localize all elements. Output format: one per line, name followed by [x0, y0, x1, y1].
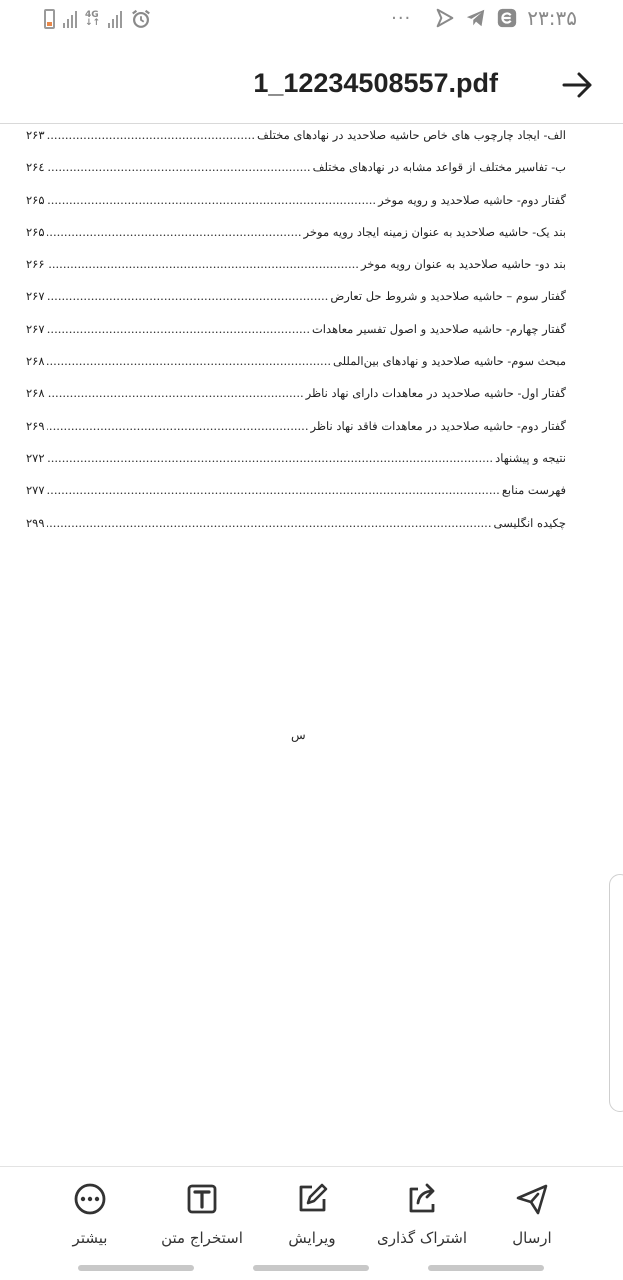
toc-entry — [26, 354, 566, 386]
toc-entry-page: ۲۶۸ — [26, 354, 45, 369]
signal-icon — [63, 10, 77, 28]
toc-entry-title: بند یک- حاشیه صلاحدید به عنوان زمینه ایجاد رویه موخر — [303, 224, 566, 239]
toc-entry — [26, 128, 566, 160]
extract-text-label: استخراج متن — [161, 1229, 243, 1247]
toc-leader-dots — [47, 419, 309, 433]
clock: ۲۳:۳۵ — [527, 6, 577, 30]
toc-entry — [26, 193, 566, 225]
extract-text-button[interactable] — [142, 1181, 262, 1247]
toc-entry-page: ۲۶۳ — [26, 128, 45, 142]
send-button[interactable] — [472, 1181, 592, 1247]
toc-entry-page: ۲۶۷ — [26, 289, 45, 304]
arrow-right-icon[interactable] — [561, 68, 595, 102]
toc-entry-title: مبحث سوم- حاشیه صلاحدید و نهادهای بین‌المللی — [333, 354, 566, 369]
toc-leader-dots — [47, 128, 255, 142]
toc-entry-title: گفتار دوم- حاشیه صلاحدید و رویه موخر — [378, 192, 566, 207]
toc-entry — [26, 386, 566, 418]
toc-entry-page: ۲۶۵ — [26, 192, 45, 207]
toc-leader-dots — [47, 257, 359, 271]
toc-entry-page: ۲۶۶ — [26, 257, 45, 272]
toc-entry-title: گفتار سوم – حاشیه صلاحدید و شروط حل تعارض — [330, 289, 566, 304]
toc-entry-page: ۲۶۸ — [26, 386, 45, 401]
table-of-contents — [26, 128, 566, 548]
toc-entry — [26, 483, 566, 515]
more-label: بیشتر — [72, 1229, 108, 1247]
more-status-icon: ··· — [391, 7, 412, 29]
toc-leader-dots — [47, 289, 329, 303]
toc-entry-title: گفتار چهارم- حاشیه صلاحدید و اصول تفسیر معاهدات — [311, 321, 566, 336]
toc-entry — [26, 225, 566, 257]
toc-leader-dots — [47, 354, 331, 368]
toc-leader-dots — [47, 451, 494, 465]
toc-entry — [26, 516, 566, 548]
toc-entry — [26, 160, 566, 192]
vpn-icon — [434, 7, 456, 29]
toc-entry — [26, 451, 566, 483]
toc-leader-dots — [47, 322, 310, 336]
document-title: 1_12234508557.pdf — [253, 68, 498, 98]
toc-entry-title: چکیده انگلیسی — [493, 515, 566, 530]
toc-leader-dots — [47, 516, 492, 530]
send-label: ارسال — [512, 1229, 552, 1247]
extract-text-icon — [184, 1181, 220, 1217]
toc-entry-page: ۲۹۹ — [26, 515, 45, 530]
toc-entry-title: گفتار دوم- حاشیه صلاحدید در معاهدات فاقد نهاد ناظر — [310, 418, 566, 433]
toc-entry-page: ۲۷۲ — [26, 450, 45, 465]
network-4g-icon: 4G ↓↑ — [85, 10, 101, 28]
toc-entry — [26, 419, 566, 451]
title-bar — [0, 44, 623, 124]
app-icon — [496, 7, 518, 29]
edit-label: ویرایش — [288, 1229, 336, 1247]
telegram-icon — [465, 7, 487, 29]
share-button[interactable] — [362, 1181, 482, 1247]
toc-entry-page: ۲۶۵ — [26, 224, 45, 239]
toc-leader-dots — [47, 225, 302, 239]
toc-leader-dots — [47, 386, 304, 400]
toc-entry — [26, 257, 566, 289]
bottom-action-bar — [0, 1166, 623, 1280]
status-bar — [0, 0, 623, 44]
share-icon — [404, 1181, 440, 1217]
network-type: 4G — [85, 10, 99, 20]
toc-entry-page: ۲۶٤ — [26, 160, 45, 175]
status-left — [44, 8, 152, 30]
toc-leader-dots — [47, 160, 311, 174]
send-icon — [514, 1181, 550, 1217]
nav-handle[interactable] — [428, 1265, 544, 1271]
more-icon — [72, 1181, 108, 1217]
toc-entry-page: ۲۶۷ — [26, 321, 45, 336]
toc-entry-title: الف- ایجاد چارچوب های خاص حاشیه صلاحدید در نهادهای مختلف — [257, 128, 566, 142]
page-number: س — [291, 728, 306, 742]
more-button[interactable] — [30, 1181, 150, 1247]
toc-entry-title: بند دو- حاشیه صلاحدید به عنوان رویه موخر — [360, 257, 566, 272]
nav-handle[interactable] — [78, 1265, 194, 1271]
pdf-page[interactable] — [26, 128, 566, 548]
status-right — [391, 6, 577, 30]
toc-entry-title: فهرست منابع — [501, 483, 566, 498]
battery-icon — [44, 9, 55, 29]
toc-leader-dots — [47, 193, 377, 207]
toc-entry-page: ۲۶۹ — [26, 418, 45, 433]
alarm-icon — [130, 8, 152, 30]
toc-entry — [26, 322, 566, 354]
edit-button[interactable] — [252, 1181, 372, 1247]
toc-leader-dots — [47, 483, 500, 497]
edit-icon — [294, 1181, 330, 1217]
toc-entry — [26, 289, 566, 321]
toc-entry-title: گفتار اول- حاشیه صلاحدید در معاهدات دارای نهاد ناظر — [305, 386, 566, 401]
signal-icon — [108, 10, 122, 28]
toc-entry-title: نتیجه و پیشنهاد — [495, 450, 566, 465]
share-label: اشتراک گذاری — [376, 1229, 468, 1247]
toc-entry-title: ب- تفاسیر مختلف از قواعد مشابه در نهادهای مختلف — [312, 160, 566, 175]
scroll-handle[interactable] — [609, 874, 623, 1112]
nav-handle[interactable] — [253, 1265, 369, 1271]
toc-entry-page: ۲۷۷ — [26, 483, 45, 498]
